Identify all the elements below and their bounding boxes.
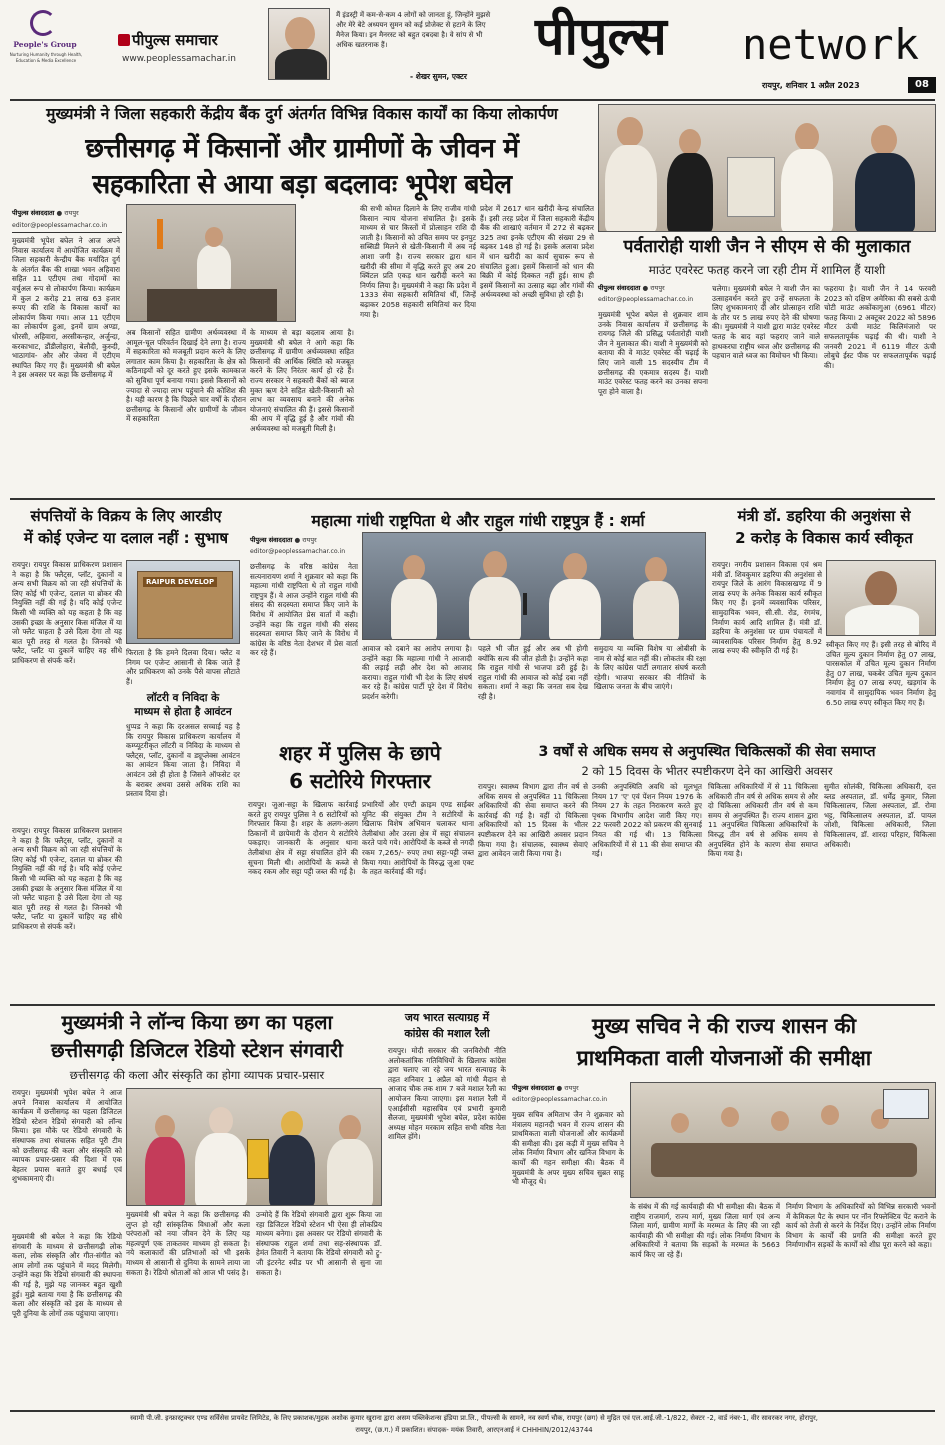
quote-text: मैं इंडस्ट्री में कम-से-कम 4 लोगों को जानता हूं, जिन्होंने मुझसे और मेरे बेटे अध्ययन सुमन को कई प्रोजेक्ट से हटाने के लिए मैनेज किया। इन मैनरस्ट को बहुत दबदबा है। वे सांप से भी अधिक खतरनाक हैं। bbox=[336, 11, 491, 49]
footer-imprint-2: रायपुर, (छ.ग.) में प्रकाशित। संपादक- मयंक तिवारी, आरएनआई नं CHHHIN/2012/43744 bbox=[355, 1426, 593, 1434]
story6-headline-1: शहर में पुलिस के छापे bbox=[279, 741, 441, 765]
shekhar-suman-photo bbox=[268, 8, 330, 80]
story8-col2: मुख्यमंत्री श्री बघेल ने कहा कि छत्तीसगढ़ की लुप्त हो रही सांस्कृतिक विधाओं और कला परंपराओं को नया जीवन देने के लिए यह महत्वपूर्ण एक ताकतवर माध्यम हो सकता है। नये कलाकारों की प्रतिभाओं को भी इसके माध्यम से आसानी से दुनिया के सामने लाया जा सकता है। रेडियो श्रोताओं को आज भी पसंद है। bbox=[126, 1210, 250, 1277]
byline-name: पीपुल्स संवाददाता bbox=[250, 536, 293, 544]
story4-col1: छत्तीसगढ़ के वरिष्ठ कांग्रेस नेता सत्यनारायण शर्मा ने शुक्रवार को कहा कि महात्मा गांधी राष्ट्रपिता थे तो राहुल गांधी राष्ट्रपुत्र हैं। वे आज उन्होंने राहुल गांधी की संसद की सदस्यता समाप्त किए जाने के विरोध में आयोजित प्रेस वार्ता में कही। उन्होंने कहा कि राहुल गांधी की संसद सदस्यता समाप्त किए जाने के विरोध में कांग्रेस के वरिष्ठ नेता देशभर में प्रेस वार्ता कर रहे हैं। bbox=[250, 562, 358, 658]
story6-headline-2: 6 सटोरिये गिरफ्तार bbox=[289, 769, 431, 793]
footer-imprint: स्वामी पी.जी. इन्फ्रास्ट्रक्चर एण्ड सर्विसेस प्रायवेट लिमिटेड, के लिए प्रकाशक/मुद्रक अशोक कुमार खुराना द्वारा असम पब्लिकेशन्स इंडिया प्रा.लि., पीपल्सी के सामने, नव स्वर्ण चौक, रायपुर (छग) से मुद्रित एवं एल.आई.जी.-1/822, सेक्टर -2, वार्ड नंबर-1, वीर सावरकर नगर, होरापुर, bbox=[130, 1414, 818, 1422]
story2-subhead: माउंट एवरेस्ट फतह करने जा रही टीम में शामिल हैं याशी bbox=[648, 263, 886, 277]
story4-col4: समुदाय या व्यक्ति विशेष या ओबीसी के नाम से कोई बात नहीं की। लोकतंत्र की रक्षा के लिए कांग्रेस पार्टी लगातार संघर्ष करती रहेगी। भाजपा सरकार की नीतियों के खिलाफ जनता के बीच जाएंगे। bbox=[594, 644, 706, 692]
byline-city: रायपुर bbox=[564, 1084, 579, 1092]
story5-headline-2: 2 करोड़ के विकास कार्य स्वीकृत bbox=[735, 529, 913, 547]
radio-poster bbox=[247, 1139, 269, 1179]
story2-byline: पीपुल्स संवाददाता ● रायपुर bbox=[598, 284, 665, 292]
story10-photo bbox=[630, 1082, 936, 1198]
story8-col3: उन्मोदे हैं कि रेडियो संगवारी द्वारा शुरू किया जा रहा डिजिटल रेडियो स्टेशन भी ऐसा ही लोकप्रिय माध्यम बनेगा। इस अवसर पर रेडियो संगवारी के संस्थापक राहुल शर्मा तथा सह-संस्थापक डॉ. हेमंत तिवारी ने बताया कि रेडियो संगवारी को ट्रू-जी इंटरनेट स्पीड पर भी आसानी से सुना जा सकता है। bbox=[256, 1210, 382, 1277]
byline-city: रायपुर bbox=[302, 536, 317, 544]
story3-col1-cont: रायपुर। रायपुर विकास प्राधिकरण प्रशासन ने कहा है कि फ्लैट्स, प्लॉट, दुकानों व अन्य सभी विक्रय को जा रही संपत्तियों के लिए कोई भी एजेन्ट, दलाल या ब्रोकर की नियुक्ति नहीं की गई है। यदि कोई एजेन्ट किसी भी व्यक्ति को यह कहता है कि वह उसकी इच्छा के अनुसार किस मंजिल में या जो फ्लैट चाहता है उसे दिला देगा तो यह बात पूरी तरह से गलत है। जिनको भी फ्लैट, प्लॉट या दुकानें चाहिए वह सीधे प्राधिकरण से संपर्क करें। bbox=[12, 826, 122, 931]
story10-email[interactable]: editor@peoplessamachar.co.in bbox=[512, 1096, 608, 1103]
byline-name: पीपुल्स संवाददाता bbox=[598, 284, 641, 292]
conference-table bbox=[651, 1143, 917, 1177]
story8-col1: मुख्यमंत्री श्री बघेल ने कहा कि रेडियो संगवारी के माध्यम से छत्तीसगढ़ी लोक कला, लोक संस्कृति और गीत-संगीत को आम लोगों तक पहुंचाने में मदद मिलेगी। उन्होंने कहा कि रेडियो संगवारी की स्थापना की गई है, मुझे यह जानकर बहुत खुशी हुई। मुझे बताया गया है कि छत्तीसगढ़ की कला और संस्कृति को इस के माध्यम से पूरी दुनिया के लोगों तक पहुंचाया जाएगा। bbox=[12, 1232, 122, 1318]
story4-byline: पीपुल्स संवाददाता ● रायपुर bbox=[250, 536, 317, 544]
byline-city: रायपुर bbox=[64, 209, 79, 217]
story2-email[interactable]: editor@peoplessamachar.co.in bbox=[598, 296, 694, 303]
story10-headline-1: मुख्य सचिव ने की राज्य शासन की bbox=[591, 1014, 857, 1038]
flag-stand-icon bbox=[157, 219, 163, 249]
group-name: People's Group bbox=[13, 40, 77, 49]
story6-col1: रायपुर। जुआ-सट्टा के खिलाफ कार्रवाई करते हुए रायपुर पुलिस ने 6 सटोरियों को गिरफ्तार किया है। शहर के अलग-अलग ठिकानों में छापेमारी के दौरान ये सटोरिये पकड़ाए। जानकारी के अनुसार थाना तेलीबांधा क्षेत्र में सट्टा संचालित होने की सूचना मिली थी। आरोपियों के कब्जे से नकद रकम और सट्टा पट्टी जब्त की गई है। bbox=[248, 800, 358, 877]
story9-headline-2: कांग्रेस की मशाल रैली bbox=[404, 1027, 490, 1040]
story1-email[interactable]: editor@peoplessamachar.co.in bbox=[12, 222, 108, 229]
everest-poster bbox=[727, 157, 775, 217]
mic-icon bbox=[523, 593, 527, 615]
story2-photo bbox=[598, 104, 936, 232]
story1-byline: पीपुल्स संवाददाता ● रायपुर bbox=[12, 209, 79, 217]
byline-name: पीपुल्स संवाददाता bbox=[512, 1084, 555, 1092]
story1-photo bbox=[126, 204, 296, 322]
story3-col3: धुप्पड ने कहा कि दरअसल सच्चाई यह है कि रायपुर विकास प्राधिकरण कार्यालय में कम्प्यूटरीकृत लॉटरी व निविदा के माध्यम से फ्लैट्स, प्लॉट, दुकानों व ड्यूप्लेक्स आवंटन का आवंटन किया जाता है। निविदा में आवंटन उसे ही होता है जिसने ऑफसेट दर के बराबर अथवा उससे अधिक राशि का प्रस्ताव दिया हो। bbox=[126, 722, 240, 799]
story10-col2: के संबंध में की गई कार्यवाही की भी समीक्षा की। बैठक में राष्ट्रीय राजमार्ग, राज्य मार्ग, मुख्य जिला मार्ग एवं अन्य जिला मार्ग, ग्रामीण मार्गों के मरम्मत के लिए की जा रही कार्यवाही की भी समीक्षा की गई। लोक निर्माण विभाग के अधिकारियों ने बताया कि सड़कों के मरम्मत के 5663 कार्य किए जा रहे हैं। bbox=[630, 1202, 780, 1259]
story2-col1: मुख्यमंत्री भूपेश बघेल से शुक्रवार शाम उनके निवास कार्यालय में छत्तीसगढ़ के रायगढ़ जिले की प्रसिद्ध पर्वतारोही याशी जैन ने मुलाकात की। याशी ने मुख्यमंत्री को बताया की वे माउंट एवरेस्ट की चढ़ाई के लिए जाने वाली 15 सदस्यीय टीम में छत्तीसगढ़ की एकमात्र सदस्य हैं। याशी माउंट एवरेस्ट फतह करने का उनका सपना पूरा होने वाला है। bbox=[598, 310, 708, 396]
story6-col2: प्रभारियों और एण्टी क्राइम एण्ड साईबर यूनिट की संयुक्त टीम ने सटोरियों के खिलाफ विशेष अभियान चलाकर थाना तेलीबांधा और उरला क्षेत्र में सट्टा संचालन करते पाये गये। आरोपियों के कब्जे से नगदी रकम 7,265/- रुपए तथा सट्टा-पट्टी जब्त किया गया। आरोपियों के विरुद्ध जुआ एक्ट के तहत कार्रवाई की गई। bbox=[362, 800, 474, 877]
story1-col4b: की सभी कोमत दिलाने के लिए राजीव गांधी किसान न्याय योजना संचालित है। इसके माध्यम से चार किस्तों में प्रोत्साहन राशि दी जाती है। किसानों को उचित समय पर इनपुट सब्सिडी मिलने से खेती-किसानी में अब नई आशा जगी है। राज्य सरकार द्वारा धान खरीदी की सीमा में वृद्धि करते हुए अब 20 क्विंटल प्रति एकड़ धान खरीदी करने का निर्णय लिया है। मुख्यमंत्री ने कहा कि प्रदेश में 1333 सेवा सहकारी समितियां थीं, जिन्हें बढ़ाकर 2058 सहकारी समितियां कर दिया गया है। bbox=[360, 204, 476, 319]
group-tagline: Nurturing Humanity through Health, Education & Media Excellence bbox=[9, 52, 83, 63]
story10-byline: पीपुल्स संवाददाता ● रायपुर bbox=[512, 1084, 579, 1092]
story8-intro: रायपुर। मुख्यमंत्री भूपेश बघेल ने आज अपने निवास कार्यालय में आयोजित कार्यक्रम में छत्तीसगढ़ का पहला डिजिटल रेडियो स्टेशन रेडियो संगवारी को लॉन्च किया। इस मौके पर रेडियो संगवारी के संस्थापक तथा संचालक सहित पूरी टीम को छत्तीसगढ़ की कला और संस्कृति को व्यापक प्रचार-प्रसार की दिशा में एक बेहतर प्रयास बताते हुए बधाई एवं शुभकामनाएं दी। bbox=[12, 1088, 122, 1184]
story4-photo bbox=[362, 532, 706, 640]
story3-col1: रायपुर। रायपुर विकास प्राधिकरण प्रशासन ने कहा है कि फ्लैट्स, प्लॉट, दुकानों व अन्य सभी विक्रय को जा रही संपत्तियों के लिए कोई भी एजेन्ट, दलाल या ब्रोकर की नियुक्ति नहीं की गई है। यदि कोई एजेन्ट किसी भी व्यक्ति को यह कहता है कि वह उसकी इच्छा के अनुसार किस मंजिल में या जो फ्लैट चाहता है उसे दिला देगा तो यह बात पूरी तरह से गलत है। जिनको भी फ्लैट, प्लॉट या दुकानें चाहिए वह सीधे प्राधिकरण से संपर्क करें। bbox=[12, 560, 122, 665]
story1-col5: प्रदेश में 2617 धान खरीदी केन्द्र संचालित हैं। इसी तरह प्रदेश में जिला सहकारी केंद्रीय बैंक की शाखाएं वर्तमान में 272 से बढ़कर 325 तथा इनके एटीएम की संख्या 29 से बढ़कर 148 हो गई है। इसके अलावा प्रदेश में धान खरीदी का कार्य सुचारू रूप से संचालित हुआ। इसमें किसानों को धान की बिक्री में कोई दिक्कत नहीं हुई। साथ ही इसमें किसानों का उत्साह बढ़ा और गांवों की अर्थव्यवस्था को अच्छी सुविधा हो रही है। bbox=[480, 204, 594, 300]
paper-name: पीपुल्स समाचार bbox=[132, 31, 218, 49]
story3-photo bbox=[126, 560, 240, 644]
story7-col4: सुमीत सोलंकी, चिकित्सा अधिकारी, दत्त ब्लड अस्पताल, डॉ. धर्मेंद्र कुमार, जिला चिकित्सालय, जिला अस्पताल, डॉ. रोमा भट्ट, चिकित्सालय अस्पताल, डॉ. पायल जोशी, चिकित्सा अधिकारी, जिला चिकित्सालय, डॉ. शारदा परिहार, चिकित्सा अधिकारी। bbox=[824, 782, 936, 849]
story2-headline: पर्वतारोही याशी जैन ने सीएम से की मुलाकात bbox=[623, 237, 911, 257]
story10-col1: मुख्य सचिव अमिताभ जैन ने शुक्रवार को मंत्रालय महानदी भवन में राज्य शासन की प्राथमिकता वाली योजनाओं और कार्यक्रमों की समीक्षा की। इस कड़ी में मुख्य सचिव ने लोक निर्माण विभाग और खनिज विभाग के कार्यों की गहन समीक्षा की। बैठक में मुख्यमंत्री के अपर मुख्य सचिव सुब्रत साहू भी मौजूद थे। bbox=[512, 1110, 624, 1187]
story8-subhead: छत्तीसगढ़ की कला और संस्कृति का होगा व्यापक प्रचार-प्रसार bbox=[69, 1068, 325, 1082]
story8-headline-1: मुख्यमंत्री ने लॉन्च किया छग का पहला bbox=[61, 1011, 333, 1034]
story1-col3: के माध्यम से बड़ा बदलाव आया है। मुख्यमंत्री श्री बघेल ने आगे कहा कि छत्तीसगढ़ में ग्रामीण अर्थव्यवस्था सहित किसानों की आर्थिक स्थिति को मजबूत करने के लिए निरंतर कार्य हो रहे हैं। राज्य सरकार ने सहकारी बैंकों को ब्याज मुक्त ऋण देने सहित खेती-किसानी को लाभ का व्यवसाय बनाने की अनेक योजनाएं संचालित की हैं। इससे किसानों की आय में वृद्धि हुई है और गांवों की अर्थव्यवस्था को मजबूती मिली है। bbox=[250, 328, 354, 433]
section-rule-1 bbox=[10, 498, 935, 500]
story4-headline: महात्मा गांधी राष्ट्रपिता थे और राहुल गांधी राष्ट्रपुत्र हैं : शर्मा bbox=[311, 511, 645, 530]
website-link[interactable]: www.peoplessamachar.in bbox=[122, 54, 236, 64]
story3-col2: फिराता है कि हमने दिलवा दिया। फ्लैट व निगम पर एजेन्ट आसानी से बिक जाते हैं और प्राधिकरण को उनके पैसे वापस लौटाते हैं। bbox=[126, 648, 240, 686]
story7-headline: 3 वर्षों से अधिक समय से अनुपस्थित चिकित्सकों की सेवा समाप्त bbox=[538, 744, 876, 760]
story8-photo bbox=[126, 1088, 382, 1206]
byline-name: पीपुल्स संवाददाता bbox=[12, 209, 55, 217]
story8-headline-2: छत्तीसगढ़ी डिजिटल रेडियो स्टेशन संगवारी bbox=[51, 1039, 343, 1062]
story10-headline-2: प्राथमिकता वाली योजनाओं की समीक्षा bbox=[576, 1046, 872, 1070]
quote-author: - शेखर सुमन, एक्टर bbox=[410, 72, 467, 81]
brand-english: network bbox=[742, 20, 920, 69]
story4-col3: पहले भी जीत हुई और अब भी होगी क्योंकि सत्य की जीत होती है। उन्होंने कहा कि राहुल गांधी से भाजपा डरी हुई है। राहुल गांधी की आवाज को कोई दबा नहीं सकता। शर्मा ने कहा कि जनता सब देख रही है। bbox=[478, 644, 588, 701]
story7-col1: रायपुर। स्वास्थ्य विभाग द्वारा तीन वर्ष से अधिक समय से अनुपस्थित 11 चिकित्सा अधिकारियों की सेवा समाप्त करने की कार्रवाई की गई है। वहीं दो चिकित्सा अधिकारियों को 15 दिवस के भीतर स्पष्टीकरण देने का आखिरी अवसर प्रदान किया गया है। संचालक, स्वास्थ्य सेवाएं द्वारा आवेदन जारी किया गया है। bbox=[478, 782, 588, 859]
story7-col2: उनकी अनुपस्थिति अवधि को मूलभूत नियम 17 'ए' एवं पेंशन नियम 1976 के नियम 27 के तहत निराकरण करते हुए पृथक विभागीय आदेश जारी किए गए। 22 फरवरी 2022 को प्रकरण की सुनवाई नियत की गई थी। 13 चिकित्सा अधिकारियों में से 11 की सेवा समाप्त की गई। bbox=[592, 782, 702, 859]
table bbox=[147, 289, 277, 322]
story3-sub-2: माध्यम से होता है आवंटन bbox=[134, 706, 232, 718]
story10-col3: निर्माण विभाग के अधिकारियों को विभिन्न सरकारी भवनों में केमिकल पैट के स्थान पर नॉन रिफ्लेक्टिव पेंट कराने के कार्य को तेजी से करने के निर्देश दिए। उन्होंने लोक निर्माण विभाग के कार्यों की प्रगति की समीक्षा करते हुए निर्माणाधीन सड़कों के कार्यों को शीघ्र पूरा करने को कहा। bbox=[786, 1202, 936, 1250]
page-number: 08 bbox=[908, 77, 936, 93]
story7-subhead: 2 को 15 दिवस के भीतर स्पष्टीकरण देने का आखिरी अवसर bbox=[581, 764, 833, 778]
story2-col2: चलेगा। मुख्यमंत्री बघेल ने याशी जैन का उत्साहवर्धन करते हुए उन्हें सफलता के लिए शुभकामनाएं दीं और प्रोत्साहन राशि के तौर पर 5 लाख रुपए देने की घोषणा की। मुख्यमंत्री ने याशी द्वारा माउंट एवरेस्ट फतह के बाद वहां फहराए जाने वाले हाथकरघा राष्ट्रीय ध्वज और छत्तीसगढ़ की पहचान वाले ध्वज का विमोचन भी किया। bbox=[712, 284, 820, 361]
story4-email[interactable]: editor@peoplessamachar.co.in bbox=[250, 548, 346, 555]
story1-col1: मुख्यमंत्री भूपेश बघेल ने आज अपने निवास कार्यालय में आयोजित कार्यक्रम में जिला सहकारी केन्द्रीय बैंक मर्यादित दुर्ग के अंतर्गत बैंक की शाखा भवन अहिवारा सहित 11 एटीएम तथा गोदामों का वर्चुअल रूप से लोकार्पण किया। कार्यक्रम में कुल 2 करोड़ 21 लाख 63 हजार रूपए की राशि के विकास कार्यों का लोकार्पण किया गया। आज 11 एटीएम का लोकार्पण हुआ, इनमें ग्राम अण्डा, धोरसी, अहिवारा, अरसीकन्हार, अर्जुन्दा, करकाभाट, डौंडीलोहारा, बेलौदी, कुरुदी, भाठागांव- और और जेवरा में एटीएम स्थापित किए गए हैं। मुख्यमंत्री श्री बघेल ने इस अवसर पर कहा कि छत्तीसगढ़ में bbox=[12, 236, 120, 380]
story1-headline-1: छत्तीसगढ़ में किसानों और ग्रामीणों के जीवन में bbox=[85, 133, 519, 164]
masthead bbox=[0, 0, 945, 98]
story9-headline-1: जय भारत सत्याग्रह में bbox=[404, 1011, 490, 1024]
story5-col2: स्वीकृत किए गए हैं। इसी तरह से बोरिद में उचित मूल्य दुकान निर्माण हेतु 07 लाख, पारसकोल में उचित मूल्य दुकान निर्माण हेतु 07 लाख, चकबेर उचित मूल्य दुकान निर्माण हेतु 07 लाख रुपए, खड़गांव के नवागांव में सामुदायिक भवन निर्माण हेतु 6.50 लाख रुपए स्वीकृत किए गए हैं। bbox=[826, 640, 936, 707]
byline-city: रायपुर bbox=[650, 284, 665, 292]
minister-photo bbox=[826, 560, 936, 636]
story1-headline-2: सहकारिता से आया बड़ा बदलावः भूपेश बघेल bbox=[92, 169, 512, 200]
masthead-rule bbox=[10, 99, 935, 101]
story4-col2: आवाज को दबाने का आरोप लगाया है। उन्होंने कहा कि महात्मा गांधी ने आजादी की लड़ाई लड़ी और देश को आजाद कराया। राहुल गांधी भी देश के लिए संघर्ष कर रहे हैं। कांग्रेस पार्टी पूरे देश में विरोध प्रदर्शन करेगी। bbox=[362, 644, 472, 701]
story5-col1: रायपुर। नगरीय प्रशासन विकास एवं श्रम मंत्री डॉ. शिवकुमार डहरिया की अनुशंसा से रायपुर जिले के आरंग विकासखण्ड में 9 लाख रुपए के अनेक विकास कार्य स्वीकृत किए गए हैं। इनमें व्यवसायिक परिसर, सामुदायिक भवन, सी.सी. रोड, रंगमंच, निर्माण कार्य आदि शामिल हैं। मंत्री डॉ. डहरिया के अनुशंसा पर ग्राम पंचायतों में व्यावसायिक परिसर निर्माण हेतु 8.92 लाख रुपए की स्वीकृति दी गई है। bbox=[712, 560, 822, 656]
rda-sign: RAIPUR DEVELOP bbox=[143, 577, 217, 587]
footer-rule bbox=[10, 1410, 935, 1412]
dateline: रायपुर, शनिवार 1 अप्रैल 2023 bbox=[762, 81, 860, 90]
story5-headline-1: मंत्री डॉ. डहरिया की अनुशंसा से bbox=[737, 507, 911, 525]
story1-byline-rule bbox=[12, 232, 122, 233]
story3-headline-2: में कोई एजेन्ट या दलाल नहीं : सुभाष bbox=[23, 529, 229, 547]
paper-logo-icon bbox=[118, 34, 130, 46]
story2-col3: फहराया है। याशी जैन ने 14 फरवरी 2023 को दक्षिण अमेरिका की सबसे ऊंची चोटी माउंट अकोंकागुआ (6961 मीटर) फतह किया। 2 अक्टूबर 2022 को 5896 मीटर ऊंची माउंट किलिमंजारो पर सफलतापूर्वक चढ़ाई की थी। याशी ने जनवरी 2021 में 6119 मीटर ऊंची लोबुचे ईस्ट पीक पर सफलतापूर्वक चढ़ाई की। bbox=[824, 284, 936, 370]
story1-col2: अब किसानों सहित ग्रामीण अर्थव्यवस्था में आमूल-चूल परिवर्तन दिखाई देने लगा है। राज्य में सहकारिता को मजबूती प्रदान करने के लिए लगातार काम किया है। सहकारिता के क्षेत्र को कठिनाइयों को दूर करते हुए इसके कामकाज को सुविधा पूर्ण बनाया गया। इससे किसानों को ज्यादा से ज्यादा लाभ पहुंचाने की कोशिश की है। यही कारण है कि पिछले चार वर्षों के दौरान छत्तीसगढ़ के किसानों और ग्रामीणों के जीवन में सहकारिता bbox=[126, 328, 246, 424]
story1-kicker: मुख्यमंत्री ने जिला सहकारी केंद्रीय बैंक दुर्ग अंतर्गत विभिन्न विकास कार्यों का किया लोकार्पण bbox=[46, 105, 558, 123]
story9-col1: रायपुर। मोदी सरकार की जनविरोधी नीति अलोकतांत्रिक गतिविधियों के खिलाफ कांग्रेस द्वारा चलाए जा रहे जय भारत सत्याग्रह के तहत शनिवार 1 अप्रैल को गांधी मैदान से आजाद चौक तक शाम 7 बजे मशाल रैली का आयोजन किया जाएगा। इस मशाल रैली में एआईसीसी महासचिव एवं प्रभारी कुमारी सैलजा, मुख्यमंत्री भूपेश बघेल, प्रदेश कांग्रेस अध्यक्ष मोहन मरकाम सहित सभी वरिष्ठ नेता शामिल होंगे। bbox=[388, 1046, 506, 1142]
story7-col3: चिकित्सा अधिकारियों में से 11 चिकित्सा अधिकारी तीन वर्ष से अधिक समय से और दो चिकित्सा अधिकारी तीन वर्ष से कम समय से अनुपस्थित हैं। राज्य शासन द्वारा 11 अनुपस्थित चिकित्सा अधिकारियों के विरुद्ध तीन वर्ष से अधिक समय से अनुपस्थित होने के कारण सेवा समाप्त किया गया है। bbox=[708, 782, 818, 859]
projector-screen bbox=[883, 1089, 929, 1119]
peoples-group-logo bbox=[30, 10, 56, 36]
story3-headline-1: संपत्तियों के विक्रय के लिए आरडीए bbox=[30, 507, 222, 525]
section-rule-2 bbox=[10, 1004, 935, 1006]
story3-sub-1: लॉटरी व निविदा के bbox=[146, 692, 220, 704]
brand-hindi: पीपुल्स bbox=[535, 6, 667, 67]
